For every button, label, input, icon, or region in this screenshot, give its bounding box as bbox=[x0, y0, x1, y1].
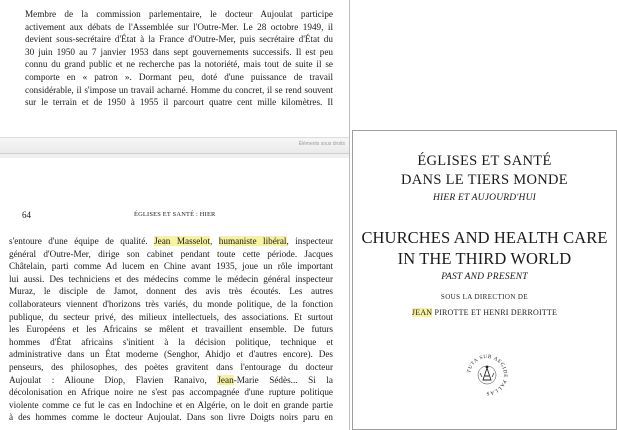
text-line: violente comme ce fut le cas en Indochine et en Algérie, on le doit en grande partie bbox=[9, 399, 333, 410]
text-line: décolonisation en Afrique noire ne s'est pas accompagnée d'une rupture politique bbox=[9, 387, 333, 398]
text-fragment: , bbox=[210, 236, 219, 246]
text-fragment: , inspecteur bbox=[286, 236, 334, 246]
running-head: ÉGLISES ET SANTÉ : HIER bbox=[134, 211, 216, 218]
text-fragment: Aujoulat : Alioune Diop, Flavien Ranaivo, bbox=[9, 374, 218, 385]
page-number: 64 bbox=[22, 210, 31, 220]
publisher-seal-logo bbox=[465, 353, 509, 397]
text-line: publique, du secteur privé, des milieux intellectuels, des associations. Et surtout bbox=[9, 311, 333, 322]
highlighted-name: Jean Masselot bbox=[154, 236, 211, 246]
text-line bbox=[9, 374, 333, 387]
text-line: Membre de la commission parlementaire, le docteur Aujoulat participe bbox=[25, 9, 333, 19]
editorship-label: SOUS LA DIRECTION DE bbox=[440, 293, 529, 301]
text-line: comporte en « patron ». Dormant peu, doté d'une puissance de travail bbox=[25, 71, 333, 82]
editors-names bbox=[353, 308, 616, 317]
text-fragment: -Marie Sédès... Si la bbox=[233, 374, 333, 385]
text-line: Châtelain, parti comme Ad lucem en Chine avant 1935, joue un rôle important bbox=[9, 261, 333, 272]
copyright-caption: Éléments sous droits bbox=[298, 141, 345, 147]
text-line: penseurs, des philosophes, des poètes gravitent dans l'entourage du docteur bbox=[9, 361, 333, 372]
text-line: collaborateurs viennent d'horizons très variés, du monde politique, de la fonction bbox=[9, 298, 333, 309]
text-line: 30 juin 1950 au 7 janvier 1953 dans sept gouvernements successifs. Il est peu bbox=[25, 46, 333, 57]
text-fragment: s'entoure d'une équipe de qualité. bbox=[9, 236, 155, 246]
top-book-page bbox=[0, 0, 350, 158]
editors-rest: PIROTTE ET HENRI DERROITTE bbox=[432, 308, 558, 317]
title-page bbox=[352, 130, 617, 430]
text-line: administrative dans un État moderne (Senghor, Ahidjo et d'autres encore). Des bbox=[9, 349, 333, 360]
french-subtitle: HIER ET AUJOURD'HUI bbox=[432, 193, 537, 203]
bottom-book-page bbox=[0, 158, 350, 430]
highlighted-name: JEAN bbox=[411, 308, 433, 317]
text-line: sur le terrain et de 1950 à 1955 il parcourt quatre cent mille kilomètres. Il bbox=[25, 97, 333, 108]
french-title-line-1: ÉGLISES ET SANTÉ bbox=[417, 153, 552, 169]
text-line: les Européens et les Africains se mêlent et travaillent ensemble. De futurs bbox=[9, 324, 333, 335]
svg-text:TUTA SUB AEGIDE PALLAS: TUTA SUB AEGIDE PALLAS bbox=[466, 353, 509, 397]
copyright-caption-bar bbox=[0, 137, 349, 154]
french-title-line-2: DANS LE TIERS MONDE bbox=[401, 172, 568, 188]
highlighted-name: Jean bbox=[217, 374, 234, 385]
top-page-excerpt bbox=[9, 8, 333, 109]
text-line bbox=[9, 235, 333, 248]
text-line: Muraz, le disciple de Jamot, donnent des avis très écoutés. Les autres bbox=[9, 286, 333, 297]
bottom-page-excerpt bbox=[9, 235, 333, 424]
text-line: hommes d'État africains s'initient à la décision politique, technique et bbox=[9, 336, 333, 347]
english-title-line-2: IN THE THIRD WORLD bbox=[397, 249, 572, 268]
english-subtitle: PAST AND PRESENT bbox=[441, 272, 528, 282]
text-line: général d'Outre-Mer, dirige son cabinet pendant toute cette période. Jacques bbox=[9, 248, 333, 259]
text-line: activement aux débats de l'Assemblée sur l'Outre-Mer. Le 28 octobre 1949, il bbox=[25, 21, 333, 32]
text-line: devient sous-secrétaire d'État à la France d'Outre-Mer, puis secrétaire d'État du bbox=[25, 34, 333, 45]
text-line: à des hommes comme le docteur Aujoulat. Dans son livre Doigts noirs paru en bbox=[9, 412, 333, 423]
text-line: connu du grand public et ne recherche pas la notoriété, mais tout de suite il se bbox=[25, 59, 333, 70]
text-line: considérable, il s'impose un travail acharné. Homme du concret, il se rend souvent bbox=[25, 84, 333, 95]
english-title-line-1: CHURCHES AND HEALTH CARE bbox=[361, 228, 608, 247]
highlighted-phrase: humaniste libéral bbox=[218, 236, 287, 246]
text-line: lui aussi. Des techniciens et des médecins comme le médecin général inspecteur bbox=[9, 273, 333, 284]
